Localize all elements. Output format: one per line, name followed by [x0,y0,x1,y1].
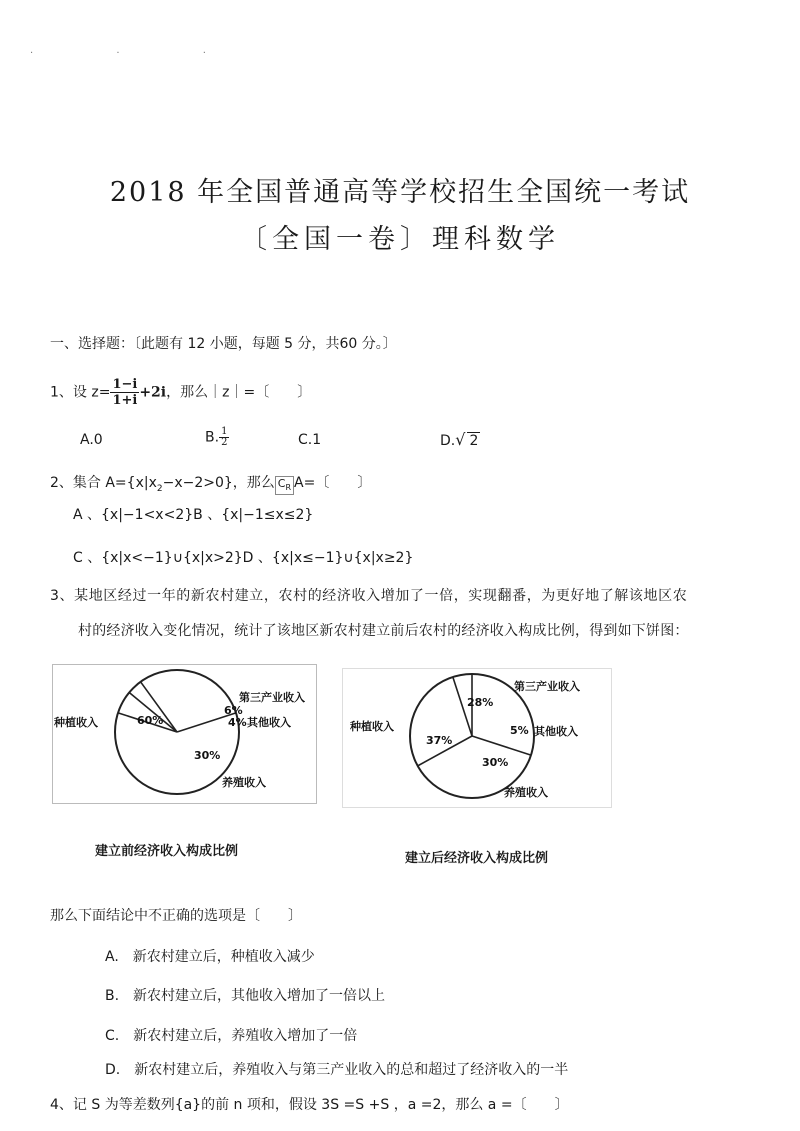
pie-before-caption: 建立前经济收入构成比例 [95,844,239,859]
pie-slice-label: 第三产业收入 [514,680,580,693]
pie-value-label: 6% [224,704,243,717]
q3-stem-line1: 3、某地区经过一年的新农村建立，农村的经济收入增加了一倍，实现翻番，为更好地了解该地区农 [50,588,688,604]
q1-option-a: A.0 [80,432,103,448]
q2-options-ab: A 、{x|−1<x<2}B 、{x|−1≤x≤2} [73,507,314,523]
pie-after-caption: 建立后经济收入构成比例 [405,851,549,866]
pie-slice-label: 其他收入 [534,725,578,738]
top-marks: . . . [30,45,246,56]
q1-suffix: ，那么｜z｜=〔 〕 [166,384,312,401]
pie-value-label: 60% [137,714,164,727]
pie-chart-before [52,664,317,804]
q1-prefix: 1、设 z= [50,384,111,401]
pie-chart-after [342,668,612,808]
pie-value-label: 30% [194,749,221,762]
q2-options-cd: C 、{x|x<−1}∪{x|x>2}D 、{x|x≤−1}∪{x|x≥2} [73,550,414,566]
pie-slice-label: 第三产业收入 [239,691,305,704]
q1-option-d: D.√ 2 [440,430,479,449]
pie-slice-label: 养殖收入 [504,786,548,799]
q3-option-c: C. 新农村建立后，养殖收入增加了一倍 [105,1028,358,1044]
page-subtitle: 〔全国一卷〕理科数学 [240,224,560,255]
q1-fraction: $\frac{1-i}{1+i}$ [112,377,138,408]
q3-stem-line2: 村的经济收入变化情况，统计了该地区新农村建立前后农村的经济收入构成比例，得到如下饼图： [78,623,689,639]
pie-value-label: 4% [228,716,247,729]
q3-option-b: B. 新农村建立后，其他收入增加了一倍以上 [105,988,386,1004]
q1-option-c: C.1 [298,432,322,448]
question-1 [50,377,311,408]
pie-value-label: 5% [510,724,529,737]
pie-slice-label: 养殖收入 [222,776,266,789]
q3-option-d: D. 新农村建立后，养殖收入与第三产业收入的总和超过了经济收入的一半 [105,1062,569,1078]
pie-value-label: 28% [467,696,494,709]
q3-ask: 那么下面结论中不正确的选项是〔 〕 [50,908,302,924]
page-title: 2018 年全国普通高等学校招生全国统一考试 [109,177,691,208]
pie-slice-label: 种植收入 [54,716,98,729]
section-heading: 一、选择题：〔此题有 12 小题，每题 5 分，共60 分。〕 [50,336,397,352]
pie-value-label: 37% [426,734,453,747]
pie-slice-label: 其他收入 [247,716,291,729]
complement-symbol: $C_R$ [275,476,294,495]
pie-value-label: 30% [482,756,509,769]
q3-option-a: A. 新农村建立后，种植收入减少 [105,949,315,965]
question-2: 2、集合 $A=\{x|x_2-x-2>0\}$，那么 $C_R$ A=〔 〕 [50,475,372,494]
q1-plus-2i: +2i [139,384,167,401]
pie-slice-label: 种植收入 [350,720,394,733]
q1-option-b-fraction: $\frac{1}{2}$ [221,426,228,448]
question-4: 4、记 S 为等差数列{a}的前 n 项和，假设 3S =S +S ，a =2，那么 a =〔 〕 [50,1097,569,1113]
q1-option-b: B. $\frac{1}{2}$ [205,426,228,448]
